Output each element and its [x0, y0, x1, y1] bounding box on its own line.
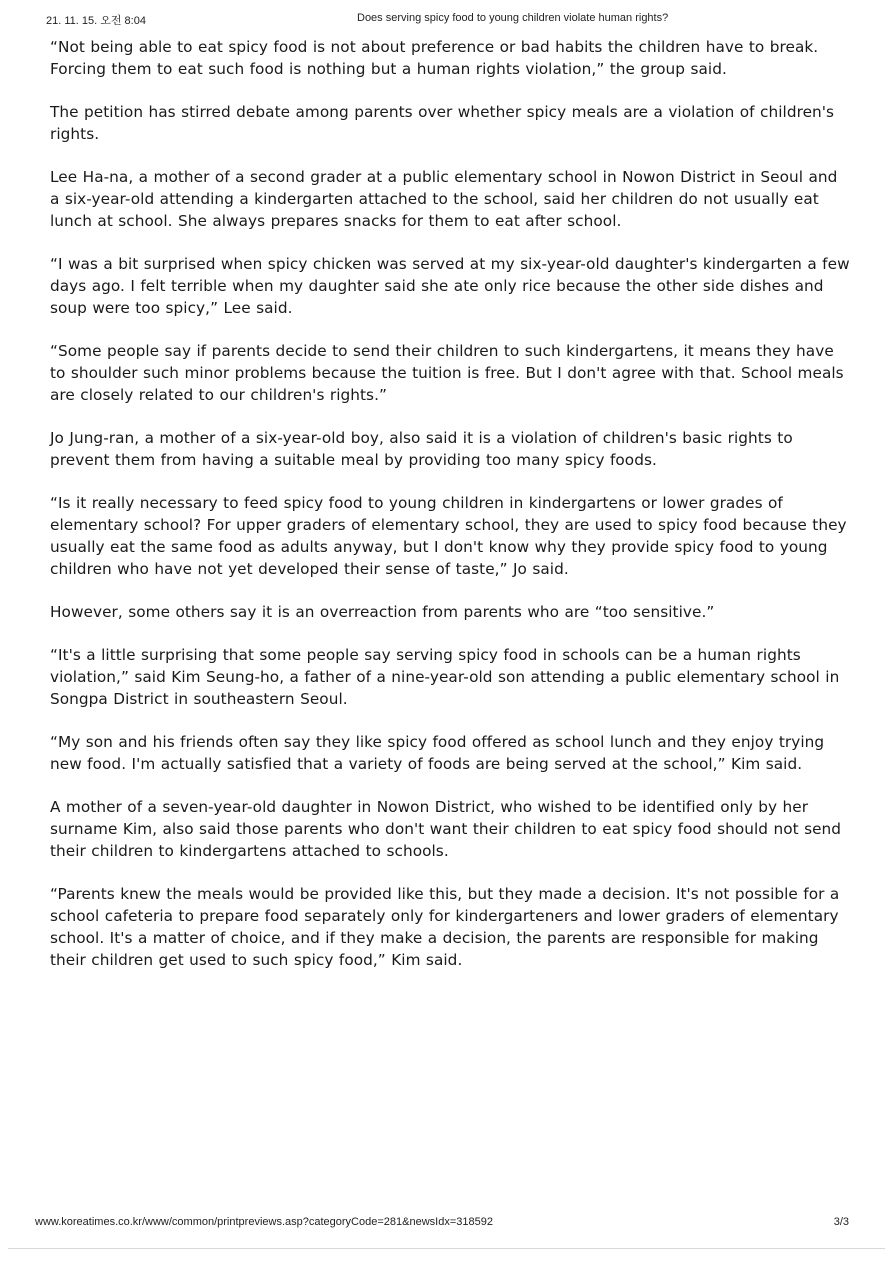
print-header — [0, 12, 893, 30]
article-paragraph: However, some others say it is an overreaction from parents who are “too sensitive.” — [50, 603, 715, 621]
article-paragraph: A mother of a seven-year-old daughter in Nowon District, who wished to be identified only by her surname Kim, also said those parents who don't want their children to eat spicy food should not send their children to kindergartens attached to schools. — [50, 798, 842, 860]
article-paragraph: “Some people say if parents decide to send their children to such kindergartens, it means they have to shoulder such minor problems because the tuition is free. But I don't agree with that. School meals are closely related to our children's rights.” — [50, 342, 844, 404]
article-paragraph: “It's a little surprising that some people say serving spicy food in schools can be a human rights violation,” said Kim Seung-ho, a father of a nine-year-old son attending a public elementary school in Songpa District in southeastern Seoul. — [50, 646, 840, 708]
print-footer — [0, 1216, 893, 1232]
print-source-url: www.koreatimes.co.kr/www/common/printpreviews.asp?categoryCode=281&newsIdx=318592 — [35, 1216, 493, 1228]
article-paragraph: “Parents knew the meals would be provided like this, but they made a decision. It's not possible for a school cafeteria to prepare food separately only for kindergarteners and lower graders of elementary school. It's a matter of choice, and if they make a decision, the parents are responsible for making their children get used to such spicy food,” Kim said. — [50, 885, 840, 969]
article-paragraph: “I was a bit surprised when spicy chicken was served at my six-year-old daughter's kindergarten a few days ago. I felt terrible when my daughter said she ate only rice because the other side dishes and soup were too spicy,” Lee said. — [50, 255, 850, 317]
print-page-title: Does serving spicy food to young children violate human rights? — [357, 12, 669, 24]
print-datetime: 21. 11. 15. 오전 8:04 — [46, 15, 146, 27]
article-paragraph: Jo Jung-ran, a mother of a six-year-old boy, also said it is a violation of children's basic rights to prevent them from having a suitable meal by providing too many spicy foods. — [50, 429, 793, 469]
article-paragraph: Lee Ha-na, a mother of a second grader at a public elementary school in Nowon District in Seoul and a six-year-old attending a kindergarten attached to the school, said her children do not usually eat lunch at school. She always prepares snacks for them to eat after school. — [50, 168, 838, 230]
article-body — [50, 36, 850, 992]
article-paragraph: “My son and his friends often say they like spicy food offered as school lunch and they enjoy trying new food. I'm actually satisfied that a variety of foods are being served at the school,” Kim said. — [50, 733, 825, 773]
scan-edge-divider — [8, 1248, 885, 1249]
article-paragraph: “Not being able to eat spicy food is not about preference or bad habits the children have to break. Forcing them to eat such food is nothing but a human rights violation,” the group said. — [50, 38, 819, 78]
article-paragraph: “Is it really necessary to feed spicy food to young children in kindergartens or lower grades of elementary school? For upper graders of elementary school, they are used to spicy food because they usually eat the same food as adults anyway, but I don't know why they provide spicy food to young children who have not yet developed their sense of taste,” Jo said. — [50, 494, 847, 578]
print-page-number: 3/3 — [833, 1216, 849, 1228]
article-paragraph: The petition has stirred debate among parents over whether spicy meals are a violation of children's rights. — [50, 103, 835, 143]
